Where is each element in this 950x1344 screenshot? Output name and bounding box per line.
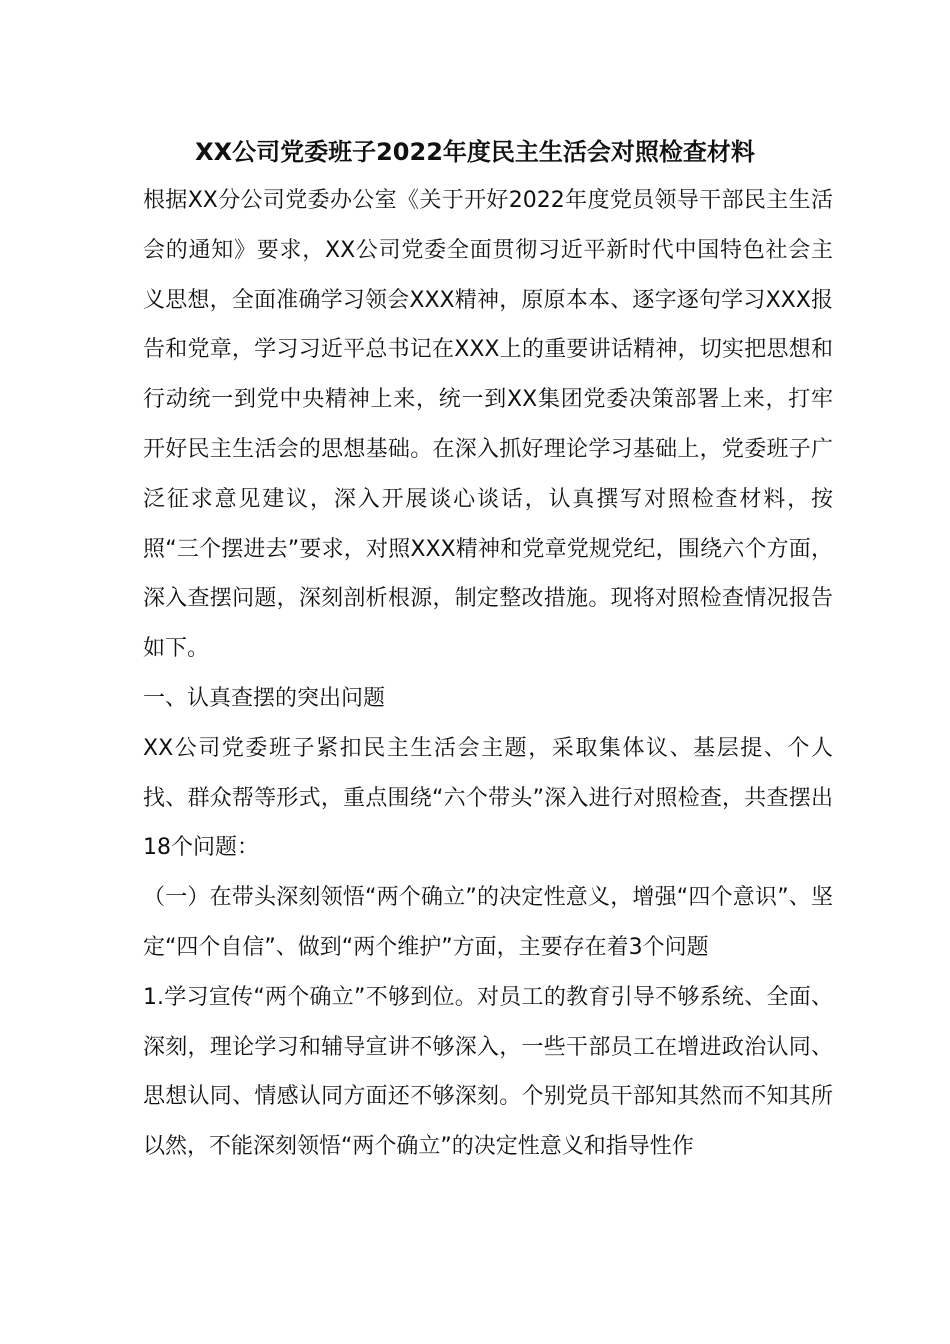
- paragraph-intro: 根据XX分公司党委办公室《关于开好2022年度党员领导干部民主生活会的通知》要求，XX公司党委全面贯彻习近平新时代中国特色社会主义思想，全面准确学习领会XXX精神，原原本本、逐字逐句学习XXX报告和党章，学习习近平总书记在XXX上的重要讲话精神，切实把思想和行动统一到党中央精神上来，统一到XX集团党委决策部署上来，打牢开好民主生活会的思想基础。在深入抓好理论学习基础上，党委班子广泛征求意见建议，深入开展谈心谈话，认真撰写对照检查材料，按照“三个摆进去”要求，对照XXX精神和党章党规党纪，围绕六个方面，深入查摆问题，深刻剖析根源，制定整改措施。现将对照检查情况报告如下。: [143, 188, 833, 662]
- paragraph-summary: XX公司党委班子紧扣民主生活会主题，采取集体议、基层提、个人找、群众帮等形式，重点围绕“六个带头”深入进行对照检查，共查摆出18个问题：: [143, 735, 833, 861]
- document-title: XX公司党委班子2022年度民主生活会对照检查材料: [195, 138, 755, 166]
- document-body: [143, 176, 833, 1172]
- paragraph-item-1: 1.学习宣传“两个确立”不够到位。对员工的教育引导不够系统、全面、深刻，理论学习和辅导宣讲不够深入，一些干部员工在增进政治认同、思想认同、情感认同方面还不够深刻。个别党员干部知其然而不知其所以然，不能深刻领悟“两个确立”的决定性意义和指导性作: [143, 984, 833, 1160]
- subsection-heading: （一）在带头深刻领悟“两个确立”的决定性意义，增强“四个意识”、坚定“四个自信”、做到“两个维护”方面，主要存在着3个问题: [143, 885, 833, 960]
- section-heading: 一、认真查摆的突出问题: [143, 685, 386, 711]
